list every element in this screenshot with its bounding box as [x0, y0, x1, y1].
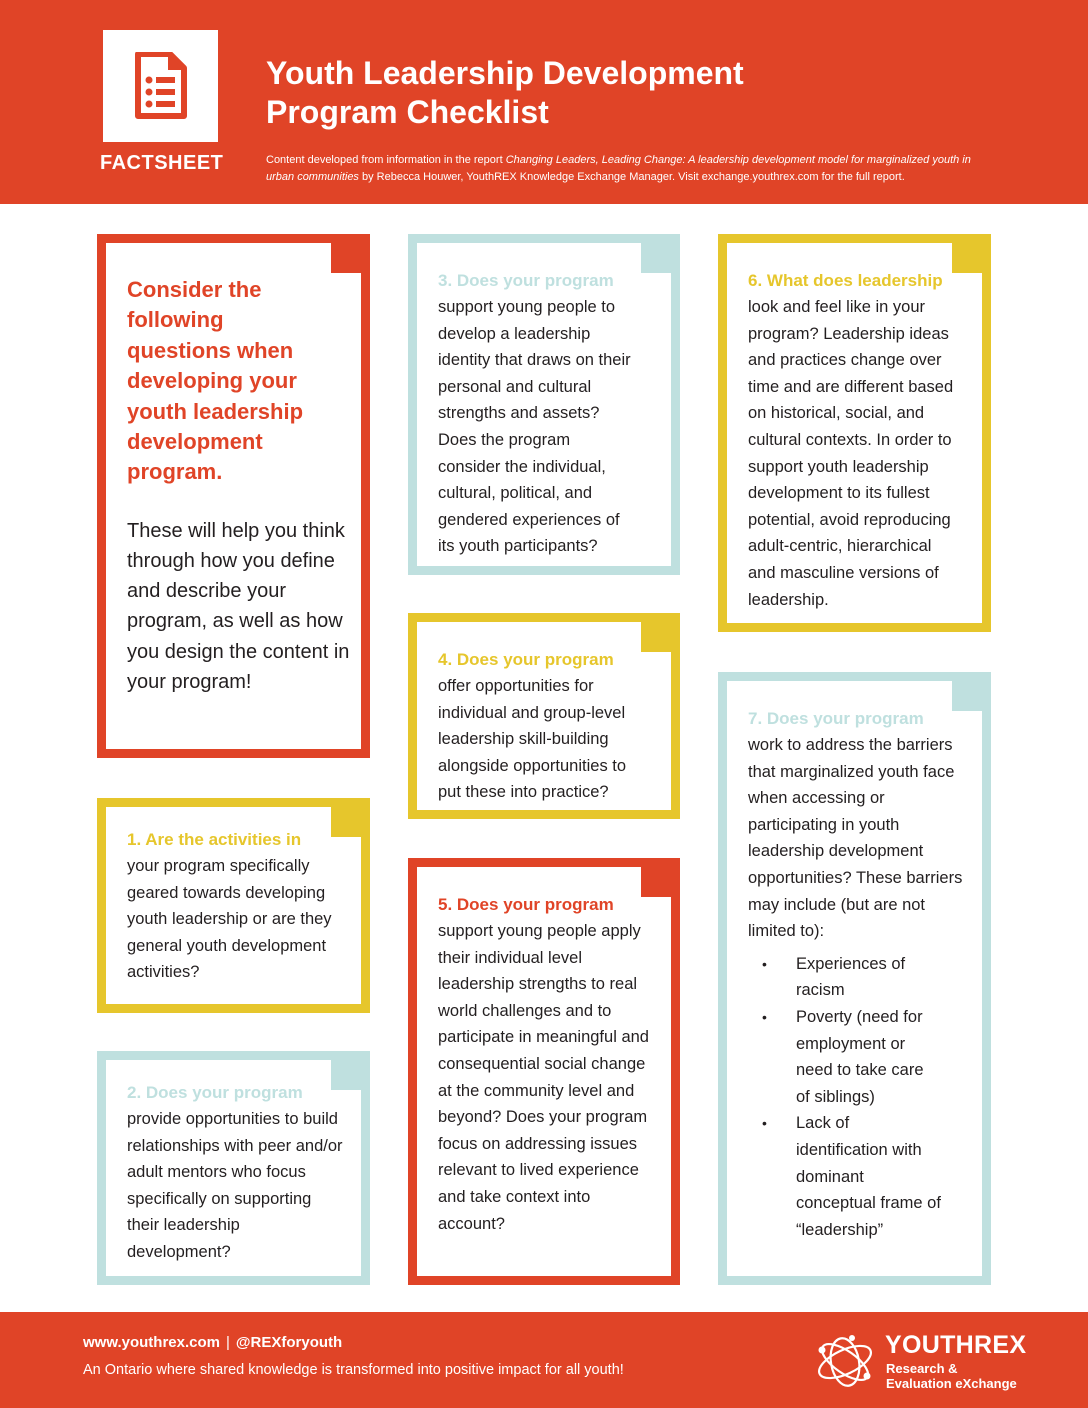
question-heading: 7. Does your program: [748, 709, 924, 728]
bullet-icon: •: [762, 1008, 767, 1025]
bullet-icon: •: [762, 1115, 767, 1132]
card-corner: [331, 234, 370, 273]
list-item-text: Poverty (need for employment or need to take care of siblings): [796, 1007, 924, 1106]
list-item: [748, 1004, 964, 1110]
question-card-3: [408, 234, 680, 575]
title-line-2: Program Checklist: [266, 94, 549, 130]
credit-prefix: Content developed from information in the report: [266, 154, 506, 166]
question-heading: 1. Are the activities in: [127, 830, 302, 849]
brand-subtitle: [886, 1361, 1046, 1391]
credit-note: [266, 152, 986, 186]
card-corner: [641, 613, 680, 652]
barrier-list: [748, 951, 964, 1244]
footer-links: [83, 1334, 342, 1351]
youthrex-orbit-logo-icon: [812, 1332, 878, 1392]
credit-report-title: Changing Leaders, Leading Change: A leadership development model for marginalized youth in urban communities: [266, 154, 971, 183]
credit-suffix: by Rebecca Houwer, YouthREX Knowledge Exchange Manager. Visit exchange.youthrex.com for the full report.: [358, 171, 905, 183]
question-body: offer opportunities for individual and group-level leadership skill-building alongside opportunities to put these into practice?: [438, 677, 627, 802]
bullet-icon: •: [762, 955, 767, 972]
footer-separator: |: [225, 1334, 230, 1351]
card-corner: [641, 234, 680, 273]
question-heading: 6. What does leadership: [748, 271, 943, 290]
footer-banner: [0, 1312, 1088, 1408]
intro-body: These will help you think through how you define and describe your program, as well as how you design the content in your program!: [127, 519, 350, 693]
brand-name: YOUTHREX: [885, 1331, 1027, 1359]
factsheet-logo: [103, 30, 218, 142]
question-heading: 5. Does your program: [438, 895, 614, 914]
page-title: [266, 54, 1026, 132]
footer-tagline: An Ontario where shared knowledge is transformed into positive impact for all youth!: [83, 1362, 624, 1378]
question-heading: 2. Does your program: [127, 1083, 303, 1102]
question-card-6: [718, 234, 991, 632]
question-heading: 3. Does your program: [438, 271, 614, 290]
question-heading: 4. Does your program: [438, 650, 614, 669]
intro-heading: Consider the following questions when developing your youth leadership development program.: [127, 277, 304, 485]
question-card-2: [97, 1051, 370, 1285]
header-banner: [0, 0, 1088, 204]
question-body: provide opportunities to build relationships with peer and/or adult mentors who focus specifically on supporting their leadership development?: [127, 1110, 343, 1261]
intro-card: [97, 234, 370, 758]
question-card-1: [97, 798, 370, 1013]
question-body: look and feel like in your program? Leadership ideas and practices change over time and are different based on historical, social, and cultural contexts. In order to support youth leadership development to its fullest potential, avoid reproducing adult-centric, hierarchical and masculine versions of leadership.: [748, 298, 954, 609]
website-link[interactable]: www.youthrex.com: [83, 1334, 220, 1351]
brand-sub-line-2: Evaluation eXchange: [886, 1376, 1017, 1391]
factsheet-label: FACTSHEET: [100, 152, 224, 174]
list-item: [748, 1110, 964, 1243]
question-card-5: [408, 858, 680, 1285]
brand-sub-line-1: Research &: [886, 1361, 958, 1376]
youthrex-brand: [812, 1330, 1042, 1394]
question-body: support young people to develop a leadership identity that draws on their personal and cultural strengths and assets? Does the program consider the individual, cultural, political, and gendered experiences of its youth participants?: [438, 298, 631, 556]
list-item-text: Lack of identification with dominant conceptual frame of “leadership”: [796, 1114, 941, 1239]
question-card-7: [718, 672, 991, 1285]
question-body: your program specifically geared towards developing youth leadership or are they general youth development activities?: [127, 857, 332, 982]
title-line-1: Youth Leadership Development: [266, 55, 744, 91]
document-list-icon: [134, 52, 188, 120]
twitter-handle-link[interactable]: @REXforyouth: [235, 1334, 343, 1351]
list-item-text: Experiences of racism: [796, 954, 906, 1000]
question-body: support young people apply their individual level leadership strengths to real world challenges and to participate in meaningful and consequential social change at the community level and beyond? Does your program focus on addressing issues relevant to lived experience and take context into account?: [438, 922, 649, 1233]
list-item: [748, 951, 964, 1004]
question-card-4: [408, 613, 680, 819]
question-body: work to address the barriers that marginalized youth face when accessing or participating in youth leadership development opportunities? These barriers may include (but are not limited to):: [748, 736, 963, 941]
